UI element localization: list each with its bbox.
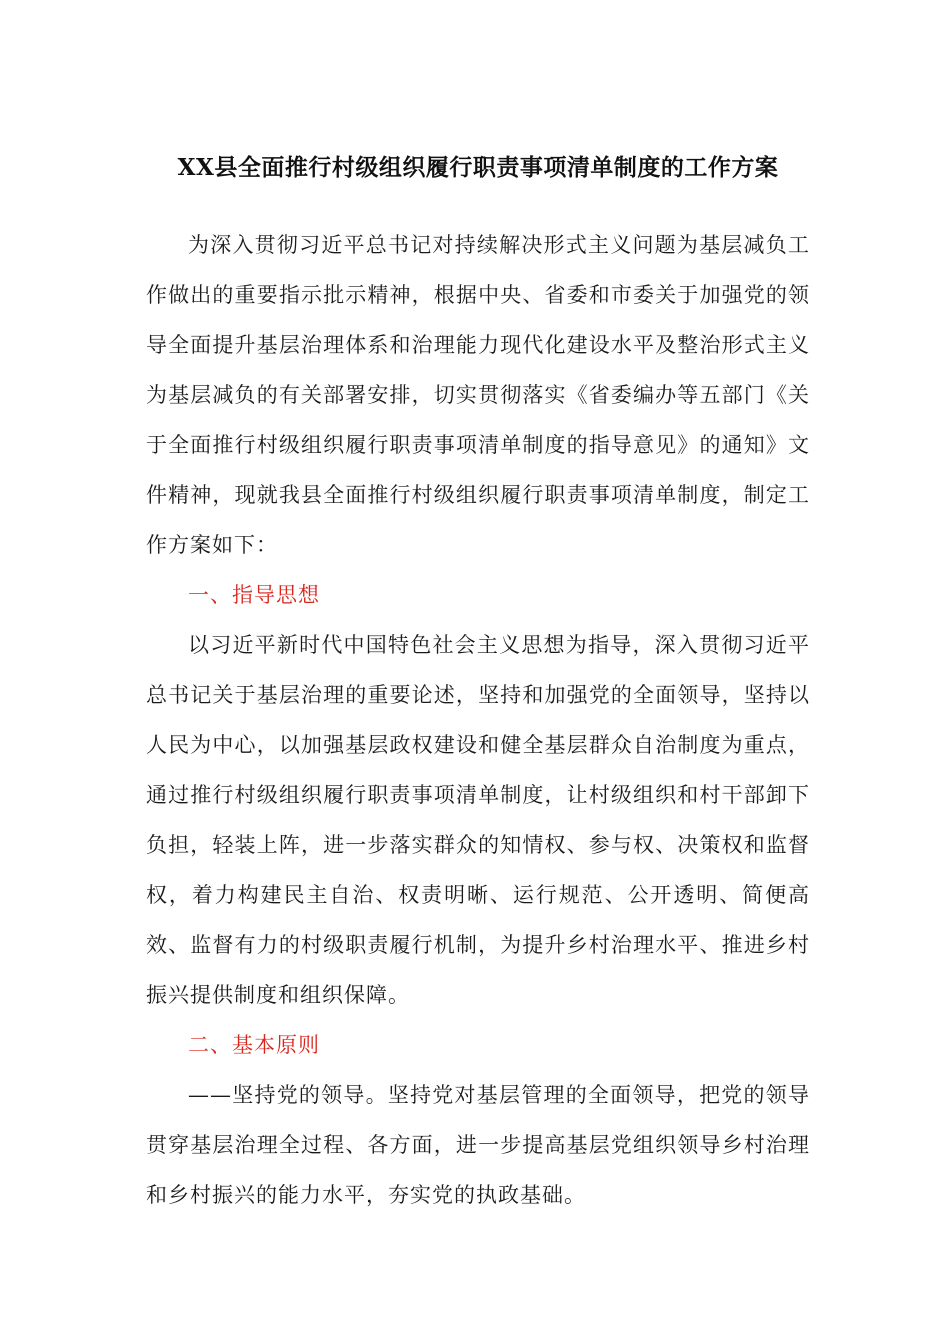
section-heading-basic-principles: 二、基本原则 [188, 1033, 320, 1057]
document-body [146, 146, 810, 1220]
document-title: XX县全面推行村级组织履行职责事项清单制度的工作方案 [177, 154, 779, 181]
section-body-guiding-ideology: 以习近平新时代中国特色社会主义思想为指导，深入贯彻习近平总书记关于基层治理的重要论述，坚持和加强党的全面领导，坚持以人民为中心，以加强基层政权建设和健全基层群众自治制度为重点，通过推行村级组织履行职责事项清单制度，让村级组织和村干部卸下负担，轻装上阵，进一步落实群众的知情权、参与权、决策权和监督权，着力构建民主自治、权责明晰、运行规范、公开透明、简便高效、监督有力的村级职责履行机制，为提升乡村治理水平、推进乡村振兴提供制度和组织保障。 [146, 633, 810, 1007]
section-heading-guiding-ideology: 一、指导思想 [188, 583, 320, 607]
section-body-basic-principles: ——坚持党的领导。坚持党对基层管理的全面领导，把党的领导贯穿基层治理全过程、各方面，进一步提高基层党组织领导乡村治理和乡村振兴的能力水平，夯实党的执政基础。 [146, 1083, 810, 1207]
intro-paragraph: 为深入贯彻习近平总书记对持续解决形式主义问题为基层减负工作做出的重要指示批示精神，根据中央、省委和市委关于加强党的领导全面提升基层治理体系和治理能力现代化建设水平及整治形式主义为基层减负的有关部署安排，切实贯彻落实《省委编办等五部门《关于全面推行村级组织履行职责事项清单制度的指导意见》的通知》文件精神，现就我县全面推行村级组织履行职责事项清单制度，制定工作方案如下： [146, 233, 810, 557]
